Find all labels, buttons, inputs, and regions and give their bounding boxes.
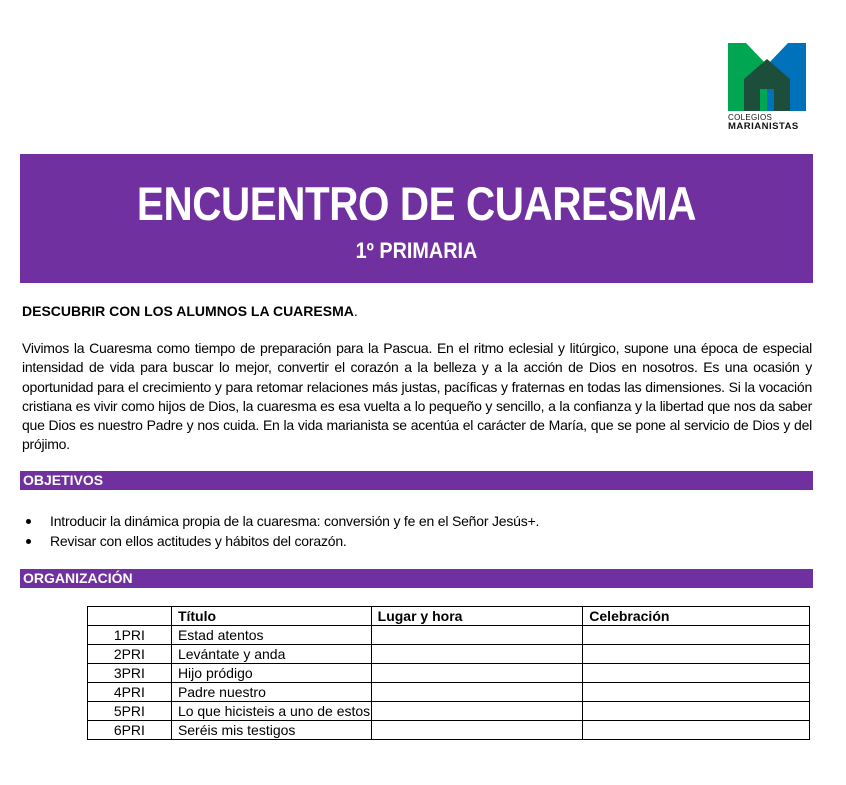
bullet-icon [26, 539, 31, 544]
row-code: 4PRI [88, 683, 172, 702]
objetivos-heading: OBJETIVOS [20, 471, 813, 490]
row-celebracion [583, 721, 810, 740]
table-header-lugar: Lugar y hora [371, 607, 583, 626]
logo-line-2: MARIANISTAS [728, 121, 799, 132]
row-celebracion [583, 702, 810, 721]
table-header-row [88, 607, 810, 626]
row-titulo: Levántate y anda [171, 645, 371, 664]
logo-line-1: COLEGIOS [728, 113, 773, 122]
objetivo-text: Introducir la dinámica propia de la cuaresma: conversión y fe en el Señor Jesús+. [50, 513, 540, 529]
row-lugar [371, 721, 583, 740]
row-titulo: Estad atentos [171, 626, 371, 645]
title-banner [20, 154, 813, 283]
marianistas-logo-icon [728, 43, 806, 111]
row-code: 5PRI [88, 702, 172, 721]
row-code: 2PRI [88, 645, 172, 664]
table-row [88, 645, 810, 664]
organizacion-table [87, 606, 810, 740]
table-header-celebracion: Celebración [583, 607, 810, 626]
table-row [88, 702, 810, 721]
intro-paragraph: Vivimos la Cuaresma como tiempo de preparación para la Pascua. En el ritmo eclesial y litúrgico, supone una época de especial intensidad de vida para buscar lo mejor, convertir el corazón a la belleza y a la acción de Dios en nosotros. Es una ocasión y oportunidad para el crecimiento y para retomar relaciones más justas, pacíficas y fraternas en todas las dimensiones. Si la vocación cristiana es vivir como hijos de Dios, la cuaresma es esa vuelta a lo pequeño y sencillo, a la confianza y la libertad que nos da saber que Dios es nuestro Padre y nos cuida. En la vida marianista se acentúa el carácter de María, que se pone al servicio de Dios y del prójimo. [22, 340, 812, 453]
intro-heading-punct: . [353, 303, 358, 319]
table-row [88, 664, 810, 683]
row-lugar [371, 626, 583, 645]
row-lugar [371, 664, 583, 683]
table-row [88, 721, 810, 740]
list-item [22, 531, 539, 551]
objetivo-text: Revisar con ellos actitudes y hábitos del corazón. [50, 533, 347, 549]
row-code: 1PRI [88, 626, 172, 645]
row-titulo: Seréis mis testigos [171, 721, 371, 740]
row-code: 3PRI [88, 664, 172, 683]
row-code: 6PRI [88, 721, 172, 740]
list-item [22, 511, 539, 531]
row-lugar [371, 683, 583, 702]
row-celebracion [583, 645, 810, 664]
page-subtitle: 1º PRIMARIA [355, 238, 478, 263]
row-titulo: Lo que hicisteis a uno de estos [171, 702, 371, 721]
row-celebracion [583, 683, 810, 702]
row-titulo: Padre nuestro [171, 683, 371, 702]
table-header-code [88, 607, 172, 626]
row-titulo: Hijo pródigo [171, 664, 371, 683]
row-celebracion [583, 626, 810, 645]
row-lugar [371, 645, 583, 664]
table-row [88, 626, 810, 645]
colegios-marianistas-logo [728, 43, 810, 131]
objetivos-list [22, 511, 539, 551]
row-celebracion [583, 664, 810, 683]
intro-heading [22, 303, 358, 319]
organizacion-heading: ORGANIZACIÓN [20, 569, 813, 588]
table-header-titulo: Título [171, 607, 371, 626]
page-title: ENCUENTRO DE CUARESMA [136, 177, 697, 230]
table-row [88, 683, 810, 702]
intro-heading-text: DESCUBRIR CON LOS ALUMNOS LA CUARESMA [22, 303, 354, 319]
bullet-icon [26, 519, 31, 524]
row-lugar [371, 702, 583, 721]
